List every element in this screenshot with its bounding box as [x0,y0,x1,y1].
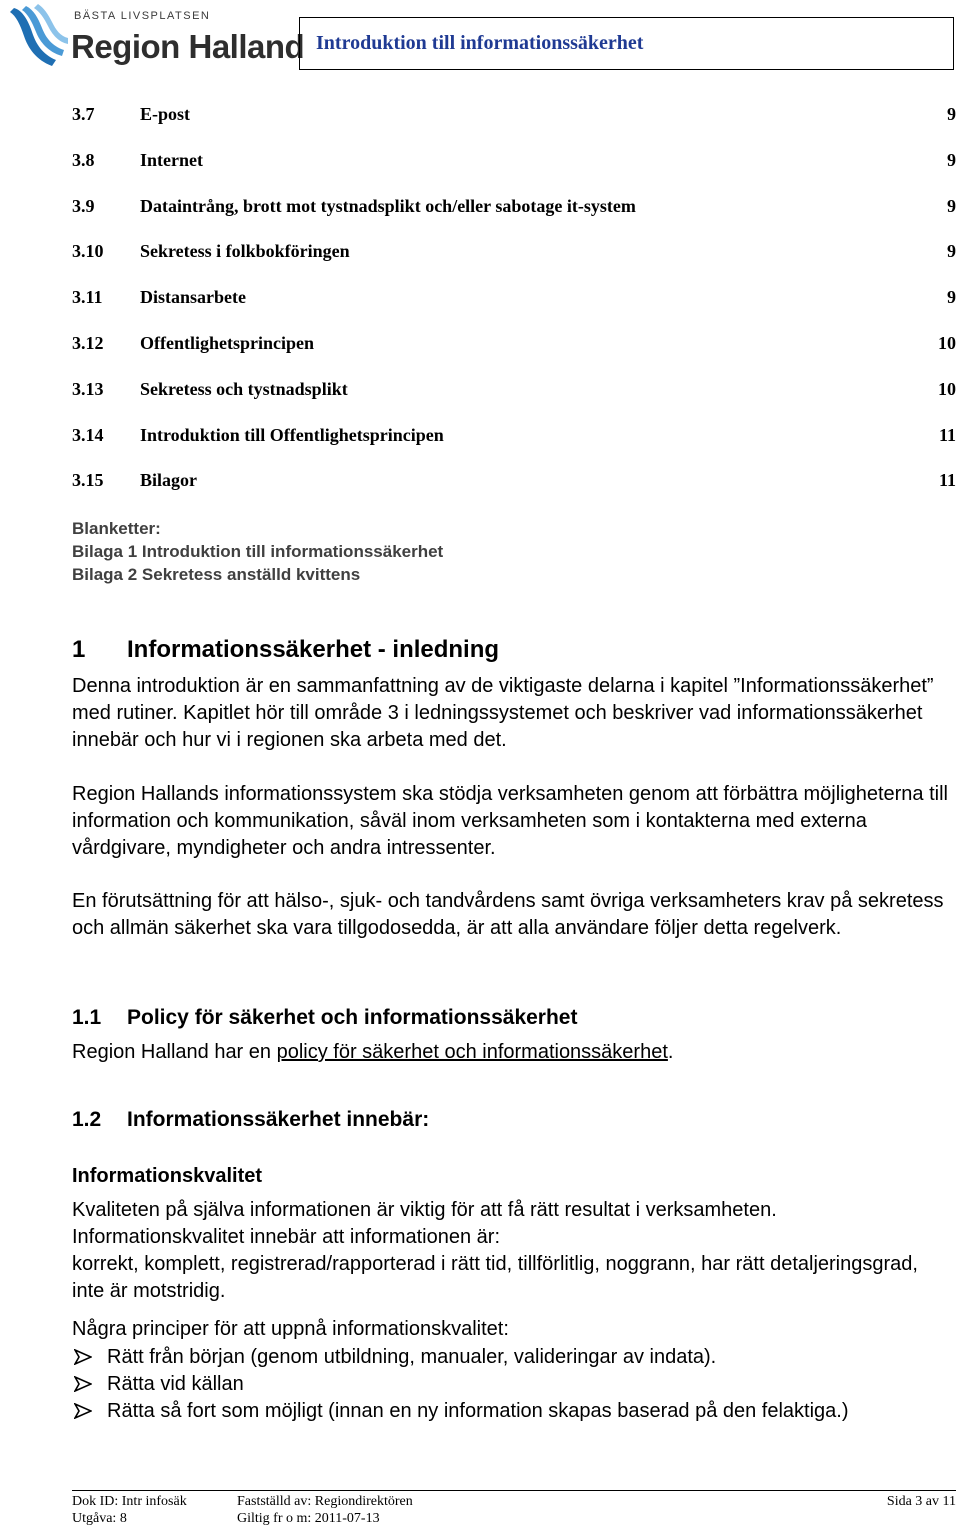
toc-page: 9 [947,241,956,262]
toc-page: 10 [938,332,956,353]
attachment-item: Bilaga 1 Introduktion till informationssäkerhet [72,542,444,561]
toc-title: E-post [140,104,191,124]
footer-page-number: Sida 3 av 11 [886,1494,956,1509]
section-title: Policy för säkerhet och informationssäkerhet [127,1006,578,1029]
footer-doc-id: Dok ID: Intr infosäk [72,1494,187,1509]
table-of-contents [72,104,956,516]
toc-title: Internet [140,149,203,170]
toc-row[interactable] [72,379,956,425]
toc-row[interactable] [72,104,956,150]
attachments-heading: Blanketter: [72,519,161,538]
toc-title: Sekretess i folkbokföringen [140,241,350,262]
toc-page: 11 [938,424,956,445]
toc-title: Distansarbete [140,287,246,308]
footer-approved-by: Fastställd av: Regiondirektören [237,1494,413,1509]
intro-paragraph: Denna introduktion är en sammanfattning av de viktigaste delarna i kapitel ”Informationssäkerhet” med rutiner. Kapitlet hör till område 3 i ledningssystemet och beskriver vad informationssäkerhet innebär och hur vi i regionen ska arbeta med det. [72,675,934,751]
toc-row[interactable] [72,333,956,379]
quality-definition-paragraph: Informationskvalitet innebär att informationen är: [72,1226,500,1248]
region-halland-logo [8,2,305,70]
toc-title: Dataintrång, brott mot tystnadsplikt och/eller sabotage it-system [140,195,636,216]
footer-valid-from: Giltig fr o m: 2011-07-13 [237,1511,380,1526]
document-title: Introduktion till informationssäkerhet [316,32,644,54]
document-header [299,17,954,70]
toc-title: Bilagor [140,470,197,491]
list-item [72,1371,952,1398]
list-item [72,1398,952,1425]
toc-number: 3.14 [72,424,104,445]
section-title: Informationssäkerhet innebär: [127,1108,430,1131]
toc-row[interactable] [72,196,956,242]
list-item [72,1344,952,1371]
toc-page: 11 [938,470,956,491]
section-number: 1 [72,636,86,663]
toc-title: Introduktion till Offentlighetsprincipen [140,424,444,445]
section-number: 1.1 [72,1006,102,1029]
toc-number: 3.10 [72,241,104,262]
principles-list [72,1344,952,1425]
arrow-bullet-icon [74,1376,92,1392]
prerequisite-paragraph: En förutsättning för att hälso-, sjuk- och tandvårdens samt övriga verksamheters krav på sekretess och allmän säkerhet ska vara tillgodosedda, är att alla användare följer detta regelverk. [72,890,944,939]
toc-number: 3.15 [72,470,104,491]
toc-page: 9 [947,195,956,216]
information-systems-paragraph: Region Hallands informationssystem ska stödja verksamheten genom att förbättra möjligheterna till information och kommunikation, såväl inom verksamheten som i kontakterna med externa vårdgivare, myndigheter och andra intressenter. [72,783,948,859]
logo-tagline: BÄSTA LIVSPLATSEN [74,10,211,22]
section-1-heading [72,636,499,664]
arrow-bullet-icon [74,1403,92,1419]
list-item-text: Rätta vid källan [107,1373,244,1395]
list-item-text: Rätta så fort som möjligt (innan en ny information skapas baserad på den felaktiga.) [107,1400,849,1422]
toc-row[interactable] [72,425,956,471]
quality-criteria-paragraph: korrekt, komplett, registrerad/rapporterad i rätt tid, tillförlitlig, noggrann, har rätt detaljeringsgrad, inte är motstridig. [72,1253,918,1302]
policy-text-end: . [667,1041,674,1063]
principles-intro: Några principer för att uppnå informationskvalitet: [72,1318,509,1340]
toc-number: 3.12 [72,332,104,353]
arrow-bullet-icon [74,1349,92,1365]
footer-divider [72,1490,956,1491]
policy-text: Region Halland har en [72,1041,277,1063]
region-halland-wave-icon [8,2,70,68]
toc-page: 10 [938,378,956,399]
attachments-list [72,517,443,586]
toc-page: 9 [947,149,956,170]
toc-page: 9 [947,287,956,308]
toc-number: 3.8 [72,149,95,170]
section-number: 1.2 [72,1108,102,1131]
section-1-1-heading [72,1006,577,1030]
policy-link[interactable]: policy för säkerhet och informationssäkerhet [276,1041,668,1063]
information-quality-heading: Informationskvalitet [72,1165,263,1187]
toc-row[interactable] [72,150,956,196]
list-item-text: Rätt från början (genom utbildning, manualer, valideringar av indata). [107,1346,717,1368]
quality-paragraph: Kvaliteten på själva informationen är viktig för att få rätt resultat i verksamheten. [72,1199,777,1221]
section-1-2-heading [72,1108,429,1132]
toc-row[interactable] [72,241,956,287]
toc-number: 3.7 [72,104,95,124]
section-title: Informationssäkerhet - inledning [127,636,500,663]
toc-number: 3.11 [72,287,103,308]
toc-title: Offentlighetsprincipen [140,332,314,353]
toc-number: 3.9 [72,195,95,216]
toc-title: Sekretess och tystnadsplikt [140,378,348,399]
logo-name: Region Halland [71,28,305,65]
footer-edition: Utgåva: 8 [72,1511,127,1526]
attachment-item: Bilaga 2 Sekretess anställd kvittens [72,565,361,584]
toc-number: 3.13 [72,378,104,399]
toc-page: 9 [947,104,956,124]
toc-row[interactable] [72,470,956,516]
toc-row[interactable] [72,287,956,333]
policy-paragraph [72,1039,952,1066]
